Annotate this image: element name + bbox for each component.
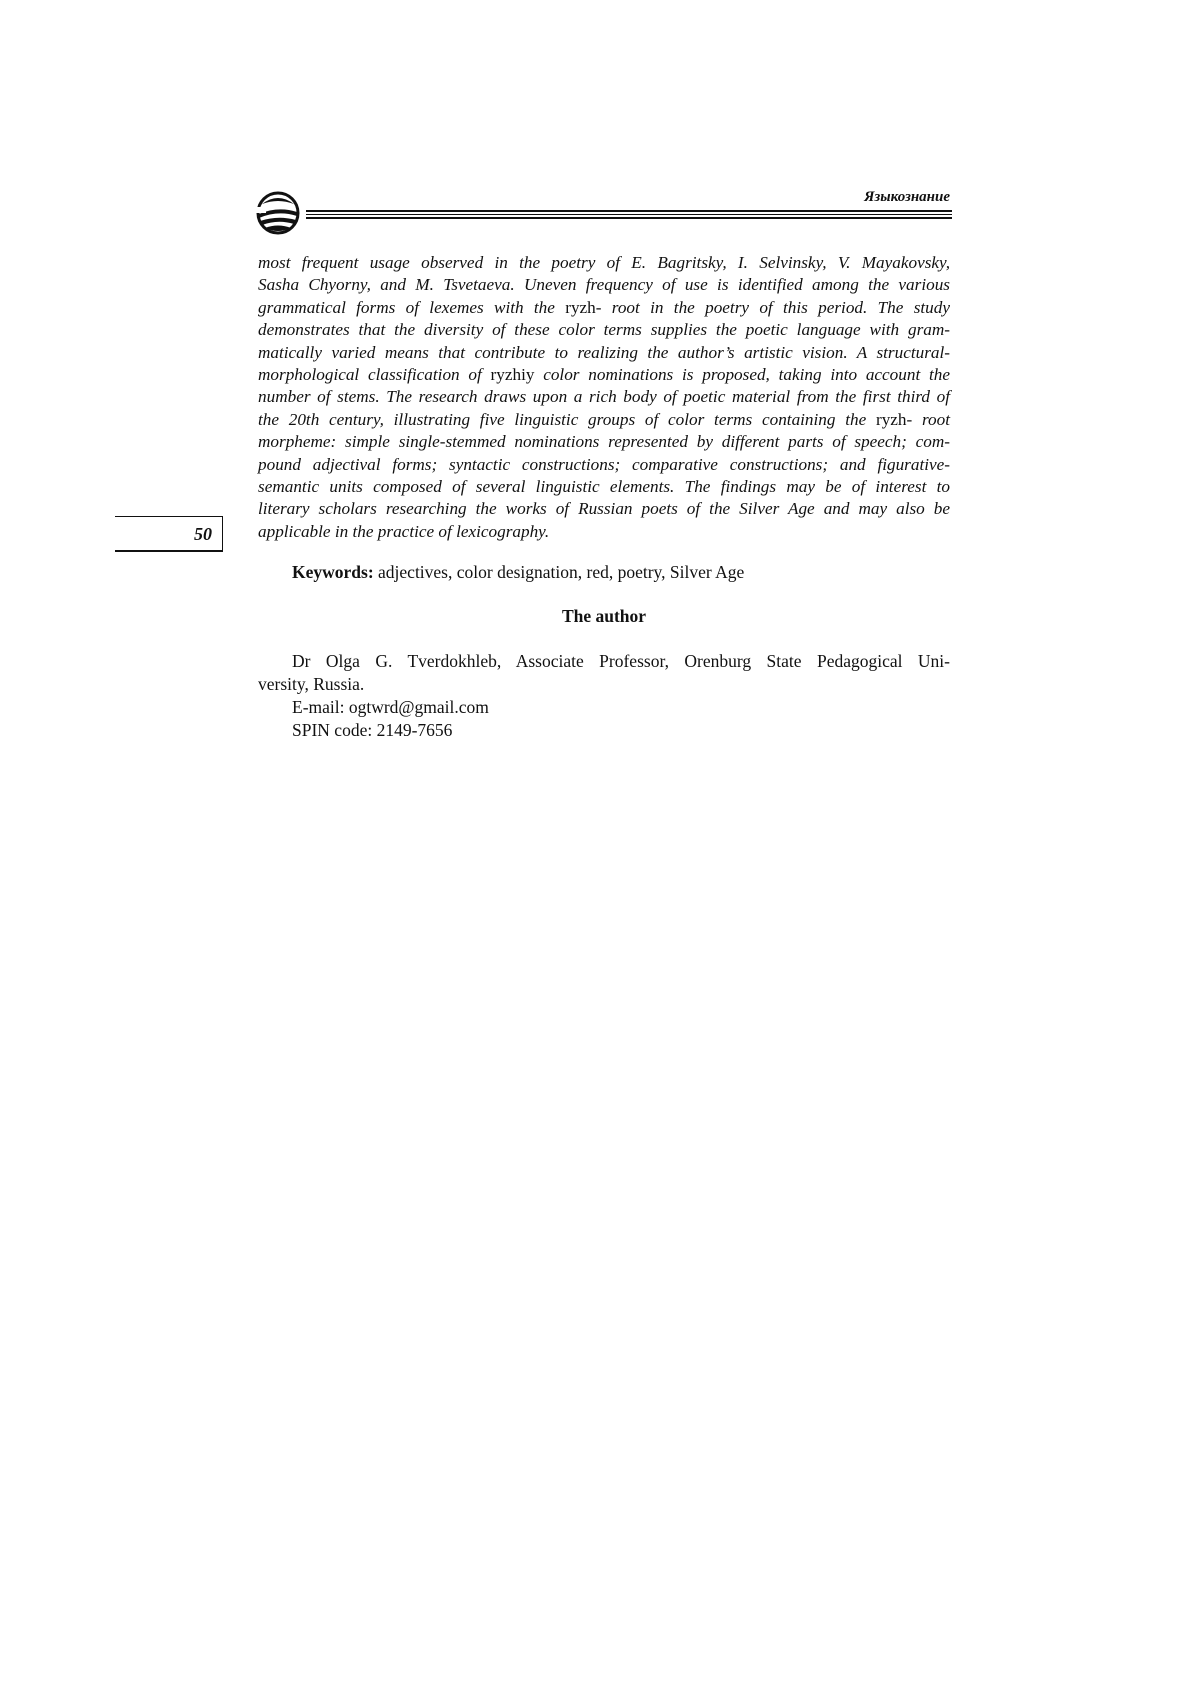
section-title: Языкознание [864, 189, 950, 205]
abstract-segment: morpheme: simple single-stemmed nominations represented by different parts of speech; com- [258, 432, 950, 452]
abstract-segment: the 20th century, illustrating five linguistic groups of color terms containing the [258, 409, 876, 429]
abstract-line [258, 252, 950, 274]
abstract-line [258, 431, 950, 453]
abstract-segment: morphological classification of [258, 364, 491, 384]
abstract-line [258, 498, 950, 520]
abstract-segment: pound adjectival forms; syntactic constructions; comparative constructions; and figurative- [258, 454, 950, 474]
journal-logo-icon [256, 190, 300, 236]
author-email: E-mail: ogtwrd@gmail.com [292, 697, 489, 717]
abstract-segment: literary scholars researching the works of Russian poets of the Silver Age and may also be [258, 499, 950, 519]
page-number: 50 [194, 524, 212, 544]
abstract-segment: Sasha Chyorny, and M. Tsvetaeva. Uneven frequency of use is identified among the various [258, 275, 950, 295]
abstract-term: ryzh- [565, 297, 602, 317]
abstract-segment: color nominations is proposed, taking into account the [534, 364, 950, 384]
keywords-text: adjectives, color designation, red, poetry, Silver Age [373, 562, 745, 582]
abstract-segment: root [912, 409, 950, 429]
author-heading: The author [561, 606, 647, 626]
abstract-segment: applicable in the practice of lexicography. [258, 521, 550, 541]
abstract-line [258, 476, 950, 498]
abstract-line [258, 297, 950, 319]
abstract-segment: semantic units composed of several linguistic elements. The findings may be of interest to [258, 476, 950, 496]
abstract-term: ryzh- [875, 409, 913, 429]
abstract-line [258, 521, 950, 543]
abstract-term: ryzhiy [490, 364, 535, 384]
author-bio [258, 650, 950, 742]
header-rule [306, 214, 952, 215]
abstract-segment: demonstrates that the diversity of these color terms supplies the poetic language with gram- [258, 320, 950, 340]
abstract-segment: most frequent usage observed in the poetry of E. Bagritsky, I. Selvinsky, V. Mayakovsky, [258, 253, 950, 272]
abstract-text [258, 252, 950, 543]
abstract-line [258, 364, 950, 386]
abstract-segment: root in the poetry of this period. The study [601, 297, 950, 317]
header-rule [306, 217, 952, 219]
page-number-box [115, 516, 223, 552]
keywords [292, 561, 744, 584]
author-bio-line: versity, Russia. [258, 674, 365, 694]
abstract-segment: grammatical forms of lexemes with the [258, 297, 566, 317]
abstract-line [258, 342, 950, 364]
abstract-segment: number of stems. The research draws upon a rich body of poetic material from the first third of [258, 387, 950, 407]
keywords-label: Keywords: [292, 562, 374, 582]
author-spin: SPIN code: 2149-7656 [292, 720, 453, 740]
abstract-line [258, 274, 950, 296]
abstract-segment: matically varied means that contribute to realizing the author’s artistic vision. A structural- [258, 342, 950, 362]
abstract-line [258, 409, 950, 431]
abstract-line [258, 319, 950, 341]
header-rule [306, 210, 952, 212]
author-bio-line: Dr Olga G. Tverdokhleb, Associate Professor, Orenburg State Pedagogical Uni- [292, 651, 950, 671]
abstract-line [258, 454, 950, 476]
abstract-line [258, 386, 950, 408]
